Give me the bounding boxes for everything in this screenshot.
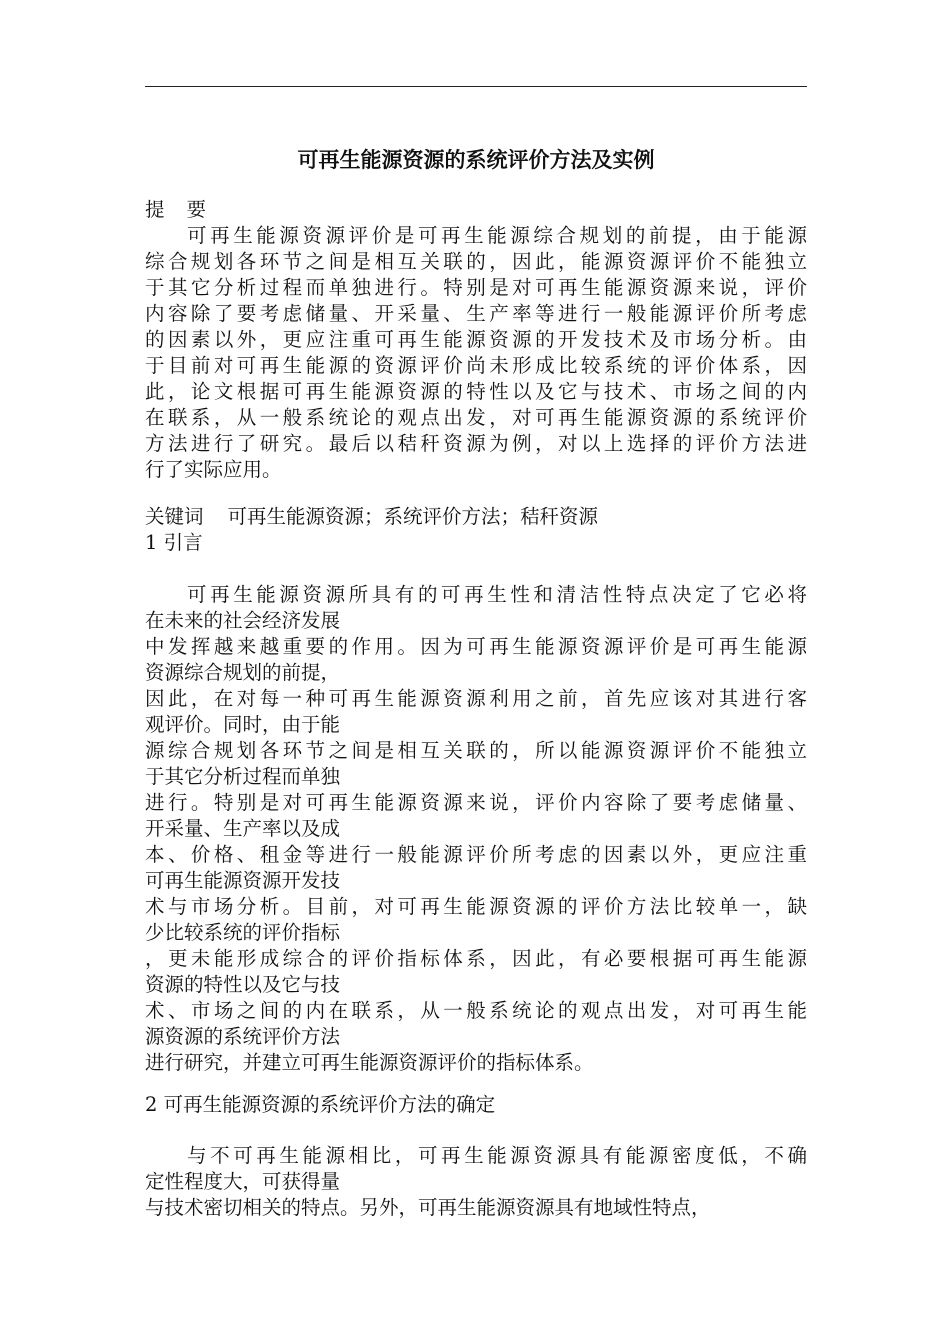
section-1-body: [145, 582, 807, 1076]
paragraph-line: 源综合规划各环节之间是相互关联的，所以能源资源评价不能独立: [145, 739, 807, 762]
abstract-line: 内容除了要考虑储量、开采量、生产率等进行一般能源评价所考虑: [145, 302, 807, 325]
paragraph-line: ，更未能形成综合的评价指标体系，因此，有必要根据可再生能源: [145, 947, 807, 970]
section-1-heading: 1 引言: [145, 531, 203, 554]
paragraph-line: 可再生能源资源开发技: [145, 869, 341, 892]
abstract-body: [145, 223, 807, 483]
paragraph-line: 在未来的社会经济发展: [145, 609, 341, 632]
paragraph-line: 本、价格、租金等进行一般能源评价所考虑的因素以外，更应注重: [145, 843, 807, 866]
paragraph-line: 中发挥越来越重要的作用。因为可再生能源资源评价是可再生能源: [145, 635, 807, 658]
paragraph-line: 术、市场之间的内在联系，从一般系统论的观点出发，对可再生能: [145, 999, 807, 1022]
header-rule: [145, 86, 807, 87]
keywords-label: 关键词: [145, 505, 204, 528]
paragraph-line: 开采量、生产率以及成: [145, 817, 341, 840]
abstract-line: 于目前对可再生能源的资源评价尚未形成比较系统的评价体系，因: [145, 354, 807, 377]
section-2-body: [145, 1143, 807, 1221]
abstract-line: 方法进行了研究。最后以秸秆资源为例，对以上选择的评价方法进: [145, 432, 807, 455]
abstract-label: 提要: [145, 198, 229, 221]
paragraph-line: 少比较系统的评价指标: [145, 921, 341, 944]
abstract-line: 在联系，从一般系统论的观点出发，对可再生能源资源的系统评价: [145, 406, 807, 429]
abstract-line: 可再生能源资源评价是可再生能源综合规划的前提，由于能源: [187, 224, 807, 247]
section-2-heading: 2 可再生能源资源的系统评价方法的确定: [145, 1093, 496, 1116]
abstract-line: 此，论文根据可再生能源资源的特性以及它与技术、市场之间的内: [145, 380, 807, 403]
keywords-text: 可再生能源资源；系统评价方法；秸秆资源: [227, 505, 599, 528]
abstract-line: 于其它分析过程而单独进行。特别是对可再生能源资源来说，评价: [145, 276, 807, 299]
paragraph-line: 资源的特性以及它与技: [145, 973, 341, 996]
abstract-line: 综合规划各环节之间是相互关联的，因此，能源资源评价不能独立: [145, 250, 807, 273]
paragraph-line: 于其它分析过程而单独: [145, 765, 341, 788]
paragraph-line: 进行。特别是对可再生能源资源来说，评价内容除了要考虑储量、: [145, 791, 807, 814]
paragraph-line: 源资源的系统评价方法: [145, 1025, 341, 1048]
keywords-line: [145, 504, 598, 530]
paragraph-line: 与技术密切相关的特点。另外，可再生能源资源具有地域性特点，: [145, 1196, 711, 1219]
paragraph-line: 资源综合规划的前提，: [145, 661, 341, 684]
abstract-line: 的因素以外，更应注重可再生能源资源的开发技术及市场分析。由: [145, 328, 807, 351]
paragraph-line: 定性程度大，可获得量: [145, 1170, 341, 1193]
paragraph-line: 可再生能源资源所具有的可再生性和清洁性特点决定了它必将: [187, 583, 807, 606]
paragraph-line: 观评价。同时，由于能: [145, 713, 341, 736]
paragraph-line: 进行研究，并建立可再生能源资源评价的指标体系。: [145, 1051, 594, 1074]
paragraph-line: 与不可再生能源相比，可再生能源资源具有能源密度低，不确: [187, 1144, 807, 1167]
paragraph-line: 因此，在对每一种可再生能源资源利用之前，首先应该对其进行客: [145, 687, 807, 710]
abstract-line: 行了实际应用。: [145, 458, 282, 481]
paragraph-line: 术与市场分析。目前，对可再生能源资源的评价方法比较单一，缺: [145, 895, 807, 918]
document-title: 可再生能源资源的系统评价方法及实例: [297, 147, 655, 172]
